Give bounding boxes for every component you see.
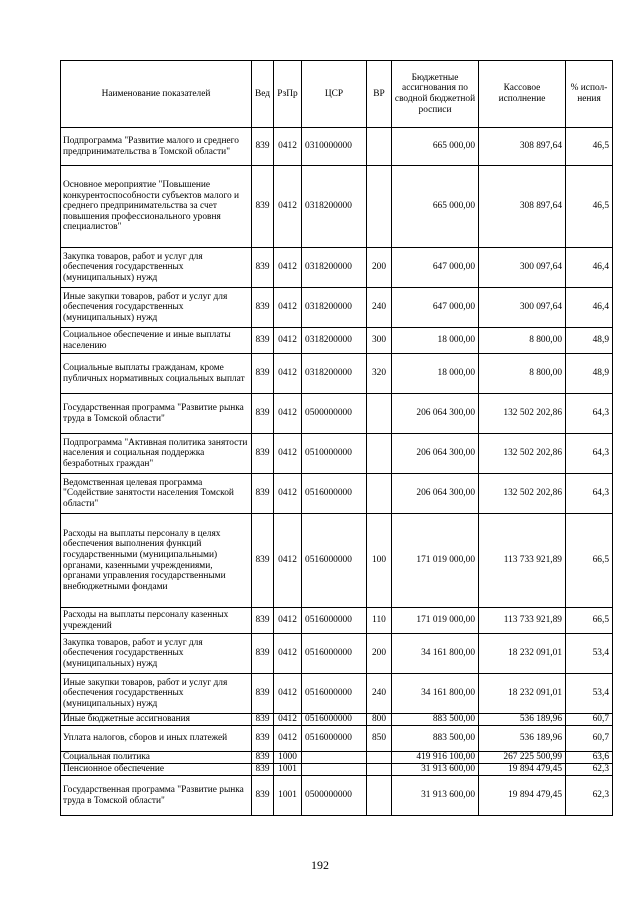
header-name: Наименование показателей	[61, 61, 252, 128]
cell-budget: 34 161 800,00	[392, 674, 479, 714]
cell-ved: 839	[252, 248, 274, 288]
cell-rzpr: 0412	[274, 288, 302, 328]
cell-budget: 647 000,00	[392, 288, 479, 328]
cell-budget: 206 064 300,00	[392, 474, 479, 514]
cell-ved: 839	[252, 166, 274, 248]
cell-percent: 66,5	[566, 608, 613, 634]
document-page	[60, 60, 612, 816]
cell-vr: 200	[367, 634, 392, 674]
cell-ved: 839	[252, 288, 274, 328]
cell-percent: 62,3	[566, 764, 613, 776]
cell-rzpr: 0412	[274, 166, 302, 248]
cell-cash: 132 502 202,86	[479, 434, 566, 474]
cell-name: Социальная политика	[61, 752, 252, 764]
cell-name: Социальные выплаты гражданам, кроме публичных нормативных социальных выплат	[61, 354, 252, 394]
cell-vr: 110	[367, 608, 392, 634]
header-cash: Кассовое исполнение	[479, 61, 566, 128]
cell-csr: 0516000000	[302, 714, 367, 726]
table-row	[61, 634, 613, 674]
cell-csr: 0318200000	[302, 288, 367, 328]
cell-ved: 839	[252, 776, 274, 816]
page-number: 192	[311, 858, 329, 872]
cell-vr	[367, 434, 392, 474]
cell-csr: 0516000000	[302, 674, 367, 714]
cell-name: Иные бюджетные ассигнования	[61, 714, 252, 726]
table-row	[61, 248, 613, 288]
cell-vr	[367, 776, 392, 816]
cell-budget: 206 064 300,00	[392, 434, 479, 474]
table-row	[61, 354, 613, 394]
cell-csr	[302, 764, 367, 776]
header-percent: % испол-нения	[566, 61, 613, 128]
cell-ved: 839	[252, 354, 274, 394]
table-row	[61, 166, 613, 248]
cell-percent: 62,3	[566, 776, 613, 816]
cell-name: Подпрограмма "Развитие малого и среднего предпринимательства в Томской области"	[61, 128, 252, 166]
cell-rzpr: 0412	[274, 714, 302, 726]
cell-rzpr: 0412	[274, 354, 302, 394]
cell-ved: 839	[252, 752, 274, 764]
cell-name: Уплата налогов, сборов и иных платежей	[61, 726, 252, 752]
cell-name: Государственная программа "Развитие рынка труда в Томской области"	[61, 776, 252, 816]
cell-name: Подпрограмма "Активная политика занятости населения и социальная поддержка безработных граждан"	[61, 434, 252, 474]
cell-cash: 308 897,64	[479, 166, 566, 248]
cell-percent: 60,7	[566, 726, 613, 752]
cell-cash: 19 894 479,45	[479, 776, 566, 816]
table-row	[61, 288, 613, 328]
cell-csr: 0318200000	[302, 166, 367, 248]
cell-percent: 46,4	[566, 288, 613, 328]
cell-csr: 0516000000	[302, 474, 367, 514]
cell-ved: 839	[252, 514, 274, 608]
cell-csr: 0516000000	[302, 726, 367, 752]
cell-vr: 240	[367, 674, 392, 714]
cell-vr	[367, 394, 392, 434]
cell-ved: 839	[252, 328, 274, 354]
cell-rzpr: 0412	[274, 674, 302, 714]
table-row	[61, 752, 613, 764]
table-row	[61, 714, 613, 726]
cell-percent: 64,3	[566, 394, 613, 434]
cell-budget: 647 000,00	[392, 248, 479, 288]
cell-percent: 48,9	[566, 328, 613, 354]
cell-percent: 48,9	[566, 354, 613, 394]
cell-rzpr: 0412	[274, 328, 302, 354]
cell-rzpr: 0412	[274, 434, 302, 474]
cell-cash: 18 232 091,01	[479, 634, 566, 674]
cell-csr: 0500000000	[302, 776, 367, 816]
cell-ved: 839	[252, 128, 274, 166]
cell-csr: 0516000000	[302, 514, 367, 608]
cell-percent: 53,4	[566, 674, 613, 714]
cell-vr: 320	[367, 354, 392, 394]
table-row	[61, 474, 613, 514]
table-row	[61, 726, 613, 752]
cell-ved: 839	[252, 474, 274, 514]
cell-vr: 800	[367, 714, 392, 726]
cell-name: Иные закупки товаров, работ и услуг для обеспечения государственных (муниципальных) нужд	[61, 288, 252, 328]
cell-csr: 0318200000	[302, 328, 367, 354]
cell-csr: 0516000000	[302, 634, 367, 674]
cell-name: Основное мероприятие "Повышение конкурентоспособности субъектов малого и среднего предпринимательства за счет повышения профессионального уровня специалистов"	[61, 166, 252, 248]
cell-budget: 665 000,00	[392, 128, 479, 166]
cell-rzpr: 0412	[274, 726, 302, 752]
cell-cash: 113 733 921,89	[479, 514, 566, 608]
cell-ved: 839	[252, 634, 274, 674]
cell-budget: 31 913 600,00	[392, 764, 479, 776]
table-row	[61, 764, 613, 776]
cell-percent: 53,4	[566, 634, 613, 674]
table-row	[61, 776, 613, 816]
cell-vr	[367, 474, 392, 514]
cell-csr: 0510000000	[302, 434, 367, 474]
cell-name: Иные закупки товаров, работ и услуг для обеспечения государственных (муниципальных) нужд	[61, 674, 252, 714]
cell-budget: 665 000,00	[392, 166, 479, 248]
cell-cash: 8 800,00	[479, 328, 566, 354]
table-header-row	[61, 61, 613, 128]
cell-percent: 46,4	[566, 248, 613, 288]
cell-budget: 206 064 300,00	[392, 394, 479, 434]
table-row	[61, 608, 613, 634]
cell-cash: 267 225 500,99	[479, 752, 566, 764]
table-body	[61, 128, 613, 816]
cell-cash: 536 189,96	[479, 714, 566, 726]
cell-rzpr: 0412	[274, 394, 302, 434]
cell-percent: 60,7	[566, 714, 613, 726]
header-vr: ВР	[367, 61, 392, 128]
header-budget: Бюджетные ассигнования по сводной бюджетной росписи	[392, 61, 479, 128]
cell-percent: 64,3	[566, 434, 613, 474]
table-row	[61, 394, 613, 434]
cell-ved: 839	[252, 434, 274, 474]
cell-vr: 850	[367, 726, 392, 752]
cell-name: Государственная программа "Развитие рынка труда в Томской области"	[61, 394, 252, 434]
cell-name: Расходы на выплаты персоналу в целях обеспечения выполнения функций государственными (муниципальными) органами, казенными учреждениями, органами управления государственными внебюджетными фондами	[61, 514, 252, 608]
cell-cash: 113 733 921,89	[479, 608, 566, 634]
cell-budget: 31 913 600,00	[392, 776, 479, 816]
cell-budget: 883 500,00	[392, 726, 479, 752]
cell-csr: 0310000000	[302, 128, 367, 166]
cell-csr: 0318200000	[302, 354, 367, 394]
cell-ved: 839	[252, 726, 274, 752]
header-rzpr: РзПр	[274, 61, 302, 128]
cell-rzpr: 1000	[274, 752, 302, 764]
cell-cash: 300 097,64	[479, 248, 566, 288]
cell-cash: 132 502 202,86	[479, 394, 566, 434]
table-row	[61, 514, 613, 608]
cell-rzpr: 0412	[274, 128, 302, 166]
cell-name: Пенсионное обеспечение	[61, 764, 252, 776]
cell-cash: 18 232 091,01	[479, 674, 566, 714]
cell-csr	[302, 752, 367, 764]
cell-name: Закупка товаров, работ и услуг для обеспечения государственных (муниципальных) нужд	[61, 634, 252, 674]
cell-percent: 46,5	[566, 166, 613, 248]
header-csr: ЦСР	[302, 61, 367, 128]
cell-name: Ведомственная целевая программа "Содействие занятости населения Томской области"	[61, 474, 252, 514]
cell-vr	[367, 128, 392, 166]
cell-rzpr: 1001	[274, 776, 302, 816]
cell-rzpr: 0412	[274, 514, 302, 608]
cell-csr: 0318200000	[302, 248, 367, 288]
cell-cash: 19 894 479,45	[479, 764, 566, 776]
table-row	[61, 328, 613, 354]
cell-rzpr: 1001	[274, 764, 302, 776]
cell-vr	[367, 166, 392, 248]
cell-csr: 0516000000	[302, 608, 367, 634]
cell-vr: 240	[367, 288, 392, 328]
cell-budget: 171 019 000,00	[392, 514, 479, 608]
cell-cash: 8 800,00	[479, 354, 566, 394]
cell-cash: 300 097,64	[479, 288, 566, 328]
cell-vr	[367, 752, 392, 764]
header-ved: Вед	[252, 61, 274, 128]
cell-cash: 536 189,96	[479, 726, 566, 752]
cell-budget: 18 000,00	[392, 328, 479, 354]
cell-budget: 883 500,00	[392, 714, 479, 726]
cell-budget: 171 019 000,00	[392, 608, 479, 634]
cell-rzpr: 0412	[274, 634, 302, 674]
cell-vr	[367, 764, 392, 776]
cell-name: Закупка товаров, работ и услуг для обеспечения государственных (муниципальных) нужд	[61, 248, 252, 288]
cell-percent: 64,3	[566, 474, 613, 514]
table-row	[61, 434, 613, 474]
cell-budget: 34 161 800,00	[392, 634, 479, 674]
table-row	[61, 674, 613, 714]
cell-csr: 0500000000	[302, 394, 367, 434]
cell-rzpr: 0412	[274, 474, 302, 514]
budget-execution-table	[60, 60, 613, 816]
cell-cash: 308 897,64	[479, 128, 566, 166]
cell-rzpr: 0412	[274, 248, 302, 288]
cell-name: Расходы на выплаты персоналу казенных учреждений	[61, 608, 252, 634]
cell-vr: 100	[367, 514, 392, 608]
cell-ved: 839	[252, 764, 274, 776]
cell-vr: 200	[367, 248, 392, 288]
cell-ved: 839	[252, 674, 274, 714]
cell-percent: 66,5	[566, 514, 613, 608]
cell-budget: 419 916 100,00	[392, 752, 479, 764]
cell-percent: 63,6	[566, 752, 613, 764]
cell-vr: 300	[367, 328, 392, 354]
cell-percent: 46,5	[566, 128, 613, 166]
cell-ved: 839	[252, 714, 274, 726]
cell-name: Социальное обеспечение и иные выплаты населению	[61, 328, 252, 354]
table-row	[61, 128, 613, 166]
cell-budget: 18 000,00	[392, 354, 479, 394]
cell-rzpr: 0412	[274, 608, 302, 634]
cell-ved: 839	[252, 394, 274, 434]
cell-ved: 839	[252, 608, 274, 634]
cell-cash: 132 502 202,86	[479, 474, 566, 514]
